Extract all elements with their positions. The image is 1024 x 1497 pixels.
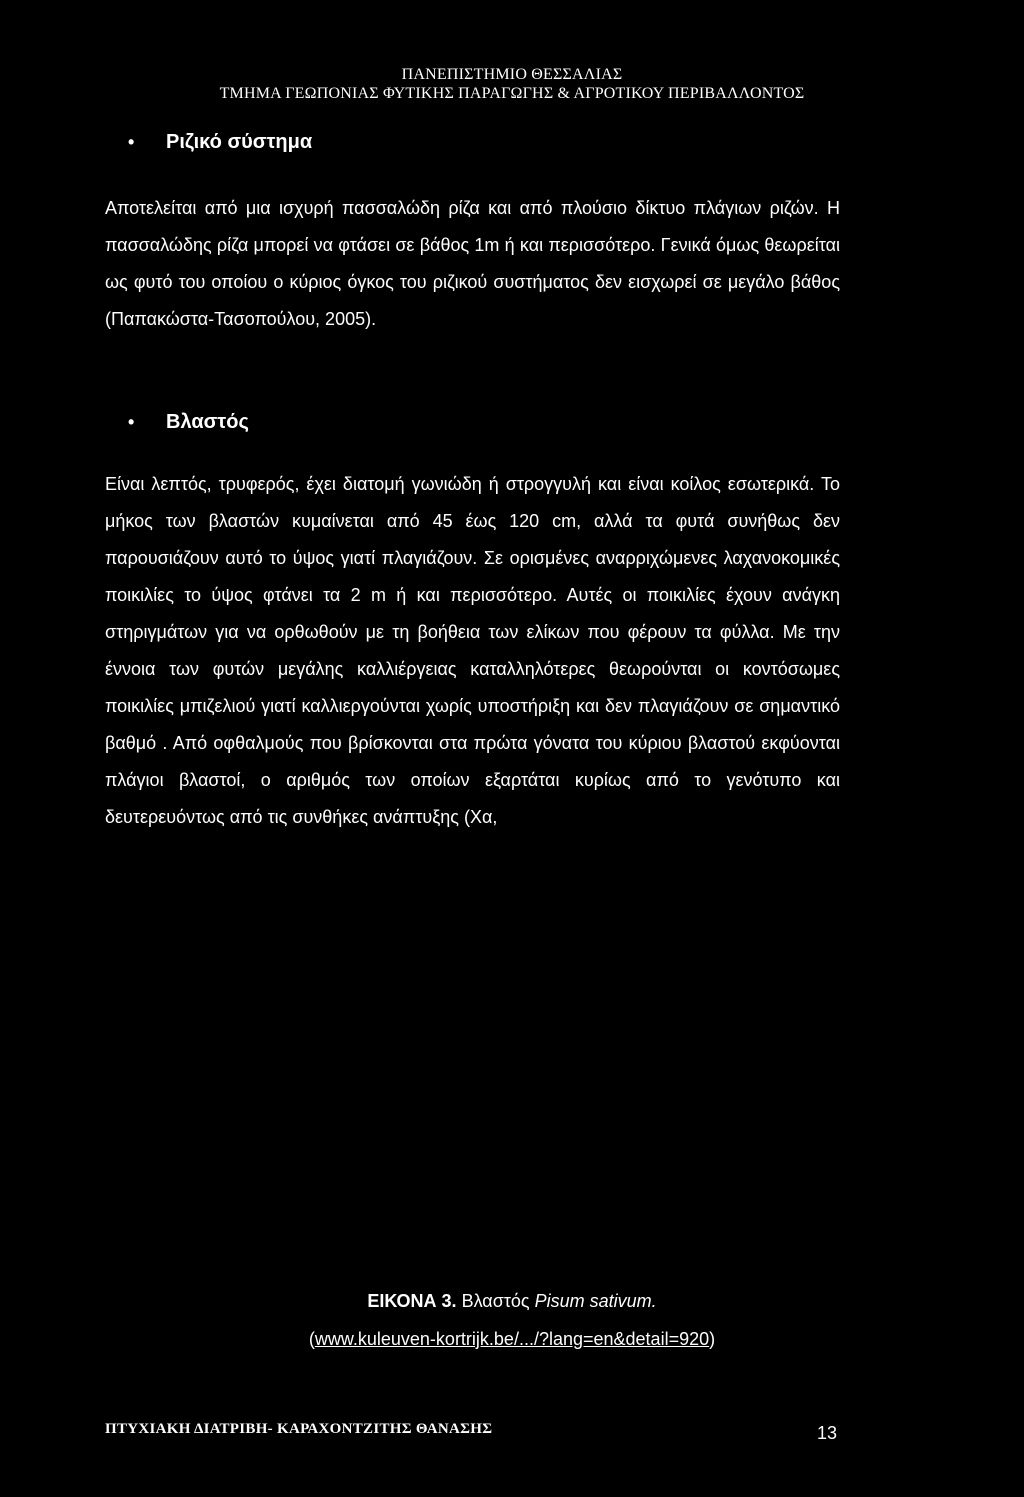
figure-caption <box>0 1290 1024 1312</box>
source-link[interactable]: www.kuleuven-kortrijk.be/.../?lang=en&detail=920 <box>314 1329 710 1349</box>
paragraph-root-system: Αποτελείται από μια ισχυρή πασσαλώδη ρίζα και από πλούσιο δίκτυο πλάγιων ριζών. Η πασσαλώδης ρίζα μπορεί να φτάσει σε βάθος 1m ή και περισσότερο. Γενικά όμως θεωρείται ως φυτό του οποίου ο κύριος όγκος του ριζικού συστήματος δεν εισχωρεί σε μεγάλο βάθος (Παπακώστα-Τασοπούλου, 2005). <box>105 198 840 329</box>
paragraph-stem: Είναι λεπτός, τρυφερός, έχει διατομή γωνιώδη ή στρογγυλή και είναι κοίλος εσωτερικά. Το μήκος των βλαστών κυμαίνεται από 45 έως 120 cm, αλλά τα φυτά συνήθως δεν παρουσιάζουν αυτό το ύψος γιατί πλαγιάζουν. Σε ορισμένες αναρριχώμενες λαχανοκομικές ποικιλίες το ύψος φτάνει τα 2 m ή και περισσότερο. Αυτές οι ποικιλίες έχουν ανάγκη στηριγμάτων για να ορθωθούν με τη βοήθεια των ελίκων που φέρουν τα φύλλα. Με την έννοια των φυτών μεγάλης καλλιέργειας καταλληλότερες θεωρούνται οι κοντόσωμες ποικιλίες μπιζελιού γιατί καλλιεργούνται χωρίς υποστήριξη και δεν πλαγιάζουν σε σημαντικό βαθμό . Από οφθαλμούς που βρίσκονται στα πρώτα γόνατα του κύριου βλαστού εκφύονται πλάγιοι βλαστοί, ο αριθμός των οποίων εξαρτάται κυρίως από το γενότυπο και δευτερευόντως από τις συνθήκες ανάπτυξης (Χα, <box>105 474 840 827</box>
footer-text: ΠΤΥΧΙΑΚΗ ΔΙΑΤΡΙΒΗ- ΚΑΡΑΧΟΝΤΖΙΤΗΣ ΘΑΝΑΣΗΣ <box>105 1421 493 1437</box>
heading-text: Ριζικό σύστημα <box>166 131 313 153</box>
university-name: ΠΑΝΕΠΙΣΤΗΜΙΟ ΘΕΣΣΑΛΙΑΣ <box>401 66 623 83</box>
heading-text: Βλαστός <box>166 411 249 433</box>
section-heading-root-system <box>128 130 312 154</box>
figure-source <box>0 1328 1024 1350</box>
bullet-icon: • <box>128 412 135 432</box>
figure-species: Pisum sativum. <box>534 1291 657 1311</box>
figure-text: Βλαστός <box>456 1291 535 1311</box>
bullet-icon: • <box>128 132 135 152</box>
department-name: ΤΜΗΜΑ ΓΕΩΠΟΝΙΑΣ ΦΥΤΙΚΗΣ ΠΑΡΑΓΩΓΗΣ & ΑΓΡΟΤΙΚΟΥ ΠΕΡΙΒΑΛΛΟΝΤΟΣ <box>219 85 805 102</box>
source-close-paren: ) <box>709 1329 716 1349</box>
section-heading-stem <box>128 410 249 434</box>
page-number: 13 <box>817 1423 838 1443</box>
source-open-paren: ( <box>308 1329 315 1349</box>
figure-label: ΕΙΚΟΝΑ 3. <box>367 1291 457 1311</box>
